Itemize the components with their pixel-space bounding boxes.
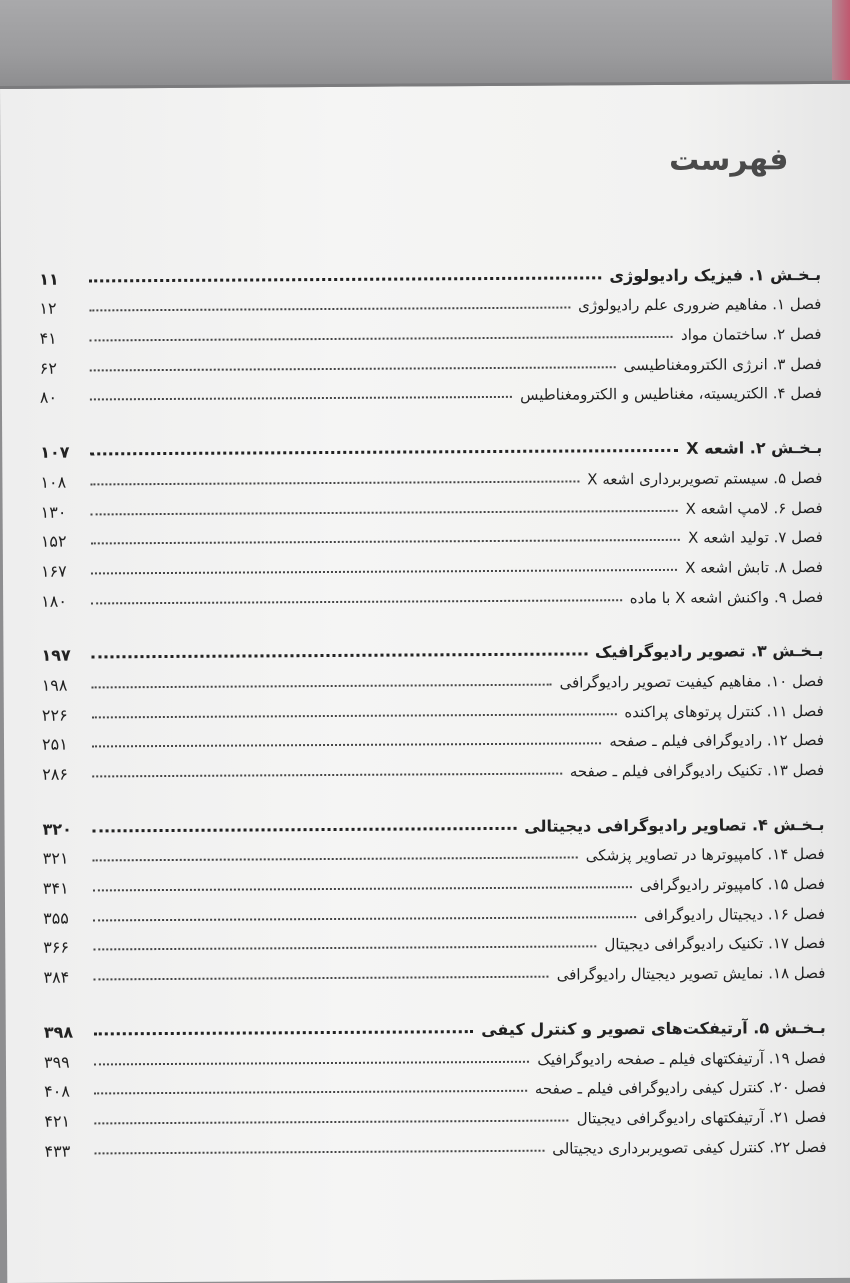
chapter-title: فصل ۱۹. آرتیفکتهای فیلم ـ صفحه رادیوگرافیک [537,1048,827,1069]
page-number: ۴۲۱ [44,1111,71,1131]
toc-section [39,254,822,407]
chapter-title: فصل ۲۰. کنترل کیفی رادیوگرافی فیلم ـ صفحه [534,1078,827,1098]
dot-leader [93,826,517,833]
page-number: ۱۳۰ [40,502,67,522]
section-heading-row [42,804,824,838]
dot-leader [90,448,678,456]
page-number: ۱۸۰ [41,591,67,611]
section-heading-row [44,1007,826,1041]
chapter-title: فصل ۱۱. کنترل پرتوهای پراکنده [624,701,824,721]
chapter-title: فصل ۶. لامپ اشعه X [685,498,823,518]
dot-leader [95,1148,545,1154]
chapter-row [41,576,823,610]
chapter-title: فصل ۲۱. آرتیفکتهای رادیوگرافی دیجیتال [576,1107,827,1128]
dot-leader [93,915,636,921]
chapter-row [42,749,824,783]
chapter-title: فصل ۱۰. مفاهیم کیفیت تصویر رادیوگرافی [559,671,824,692]
dot-leader [93,975,548,981]
chapter-row [44,1066,826,1100]
chapter-row [44,1126,826,1160]
dot-leader [91,568,677,575]
dot-leader [94,1029,473,1035]
chapter-row [40,457,822,491]
toc-section [40,427,823,610]
section-title: بـخـش ۳. تصویر رادیوگرافیک [594,641,824,662]
dot-leader [91,538,680,545]
dot-leader [90,395,512,401]
dot-leader [90,365,616,371]
page-title: فهرست [668,142,789,178]
dot-leader [93,856,578,862]
page-number: ۲۸۶ [42,764,69,784]
dot-leader [89,306,570,312]
chapter-row [43,863,825,897]
page-number: ۱۰۸ [40,472,67,492]
page-number: ۱۱ [39,269,59,289]
page-number: ۱۰۷ [40,442,70,462]
page-number: ۴۳۳ [44,1141,71,1161]
section-title: بـخـش ۱. فیزیک رادیولوژی [609,264,822,285]
page-number: ۲۵۱ [41,734,68,755]
section-heading-row [41,631,823,665]
background-surface [0,0,850,92]
book-edge [832,0,850,80]
page-number: ۱۹۷ [41,645,71,666]
toc-section [42,804,825,987]
toc-section [44,1007,827,1160]
chapter-row [44,1096,826,1130]
dot-leader [89,275,601,282]
dot-leader [94,1059,529,1065]
chapter-title: فصل ۱۳. تکنیک رادیوگرافی فیلم ـ صفحه [569,760,825,781]
chapter-title: فصل ۵. سیستم تصویربرداری اشعه X [587,468,823,489]
dot-leader [94,1118,568,1124]
chapter-title: فصل ۲. ساختمان مواد [680,325,822,344]
dot-leader [91,508,678,515]
chapter-row [40,487,822,521]
table-of-contents [39,254,827,1185]
chapter-row [43,952,825,986]
chapter-title: فصل ۱۸. نمایش تصویر دیجیتال رادیوگرافی [556,964,826,984]
toc-section [41,631,824,784]
page-number: ۱۹۸ [41,675,68,695]
page-number: ۴۰۸ [44,1081,70,1101]
chapter-row [44,1037,826,1071]
dot-leader [90,335,673,342]
page-number: ۳۲۰ [42,819,72,839]
page-number: ۳۵۵ [43,908,69,928]
chapter-title: فصل ۱۶. دیجیتال رادیوگرافی [643,904,826,924]
chapter-title: فصل ۱۷. تکنیک رادیوگرافی دیجیتال [604,934,826,954]
dot-leader [91,598,622,604]
chapter-row [41,546,823,580]
page-number: ۳۴۱ [42,878,69,898]
page-number: ۳۲۱ [42,848,69,869]
chapter-title: فصل ۳. انرژی الکترومغناطیسی [623,354,822,374]
dot-leader [92,683,552,689]
chapter-title: فصل ۱۵. کامپیوتر رادیوگرافی [639,875,825,895]
chapter-row [41,516,823,550]
page-number: ۱۵۲ [40,531,67,551]
chapter-row [42,690,824,724]
dot-leader [93,945,596,951]
page-number: ۶۲ [39,358,57,378]
dot-leader [90,479,579,485]
chapter-title: فصل ۱. مفاهیم ضروری علم رادیولوژی [578,295,822,315]
page-number: ۱۶۷ [40,561,67,581]
chapter-row [43,923,825,957]
dot-leader [94,1089,527,1095]
chapter-row [43,834,825,868]
chapter-row [42,660,824,694]
section-heading-row [40,427,822,461]
dot-leader [92,712,617,718]
dot-leader [92,742,601,748]
chapter-row [39,313,821,347]
chapter-row [43,893,825,927]
page-number: ۳۹۸ [43,1022,74,1042]
page-number: ۲۲۶ [41,705,68,725]
chapter-row [39,284,821,318]
chapter-title: فصل ۱۲. رادیوگرافی فیلم ـ صفحه [609,731,825,751]
book-page [0,81,850,1283]
chapter-row [42,720,824,754]
page-number: ۸۰ [39,388,58,408]
page-number: ۳۹۹ [43,1052,70,1072]
page-number: ۴۱ [39,328,57,348]
page-number: ۳۶۶ [43,938,70,958]
chapter-title: فصل ۴. الکتریسیته، مغناطیس و الکترومغناطیس [520,384,822,405]
chapter-title: فصل ۷. تولید اشعه X [688,528,823,547]
dot-leader [92,772,562,778]
dot-leader [91,652,587,659]
section-title: بـخـش ۵. آرتیفکت‌های تصویر و کنترل کیفی [481,1017,826,1039]
chapter-title: فصل ۱۴. کامپیوترها در تصاویر پزشکی [585,845,825,865]
section-title: بـخـش ۴. تصاویر رادیوگرافی دیجیتالی [524,814,825,836]
section-heading-row [39,254,821,288]
dot-leader [93,885,632,891]
chapter-row [40,343,822,377]
section-title: بـخـش ۲. اشعه X [686,438,823,458]
page-number: ۳۸۴ [43,967,70,987]
chapter-title: فصل ۹. واکنش اشعه X با ماده [629,587,824,607]
chapter-title: فصل ۸. تابش اشعه X [685,557,824,577]
page-number: ۱۲ [39,299,57,319]
chapter-title: فصل ۲۲. کنترل کیفی تصویربرداری دیجیتالی [552,1137,827,1158]
chapter-row [40,373,822,407]
